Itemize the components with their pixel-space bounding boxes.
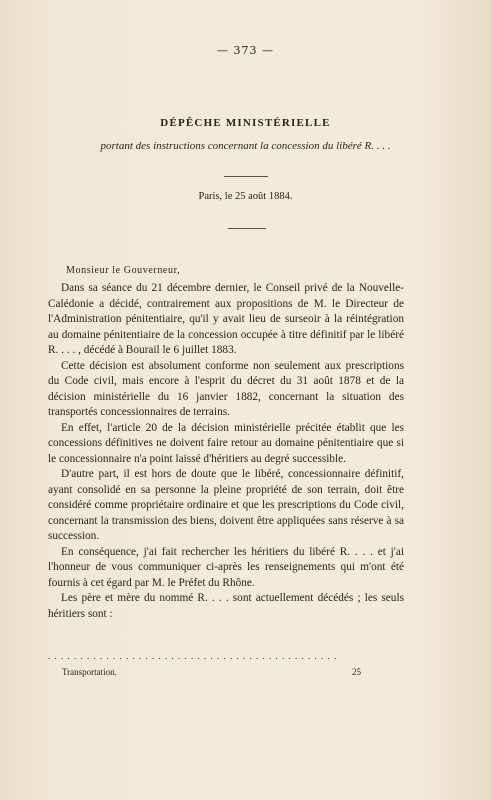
divider-rule-top: [224, 176, 268, 177]
salutation: Monsieur le Gouverneur,: [66, 265, 181, 276]
paragraph: En conséquence, j'ai fait rechercher les héritiers du libéré R. . . . et j'ai l'honneur de vous communiquer ci-après les renseignements qui m'ont été fournis à cet égard par M. le Préfet du Rhône.: [48, 545, 404, 589]
document-subtitle: portant des instructions concernant la concession du libéré R. . . .: [100, 140, 391, 152]
dot-leader-divider: . . . . . . . . . . . . . . . . . . . . . . . . . . . . . . . . . . . . . . . . . . . . .: [48, 651, 338, 661]
dateline: Paris, le 25 août 1884.: [198, 191, 293, 202]
letter-body: [48, 281, 404, 622]
paragraph: En effet, l'article 20 de la décision ministérielle précitée établit que les concessions définitives ne doivent faire retour au domaine pénitentiaire que si le concessionnaire n'a point laissé d'héritiers au degré successible.: [48, 421, 404, 465]
paragraph: Cette décision est absolument conforme non seulement aux prescriptions du Code civil, mais encore à l'esprit du décret du 31 août 1878 et de la décision ministérielle du 16 janvier 1882, concernant la situation des transportés concessionnaires de terrains.: [48, 359, 404, 418]
paragraph: Dans sa séance du 21 décembre dernier, le Conseil privé de la Nouvelle-Calédonie a décidé, contrairement aux propositions de M. le Directeur de l'Administration pénitentiaire, qu'il y avait lieu de surseoir à la réintégration au domaine pénitentiaire de la concession occupée à titre définitif par le libéré R. . . . , décédé à Bourail le 6 juillet 1883.: [48, 282, 404, 356]
footer-signature-mark: Transportation.: [62, 667, 117, 677]
paragraph: D'autre part, il est hors de doute que le libéré, concessionnaire définitif, ayant consolidé en sa personne la pleine propriété de son terrain, doit être considéré comme propriétaire ordinaire et que les prescriptions du Code civil, concernant la transmission des biens, doivent être appliquées sans réserve à sa succession.: [48, 468, 404, 542]
document-title: DÉPÊCHE MINISTÉRIELLE: [160, 117, 331, 129]
paragraph: Les père et mère du nommé R. . . . sont actuellement décédés ; les seuls héritiers sont :: [48, 592, 404, 620]
page-number: — 373 —: [217, 44, 274, 57]
footer-gathering-number: 25: [352, 667, 361, 677]
divider-rule-bottom: [228, 228, 266, 229]
